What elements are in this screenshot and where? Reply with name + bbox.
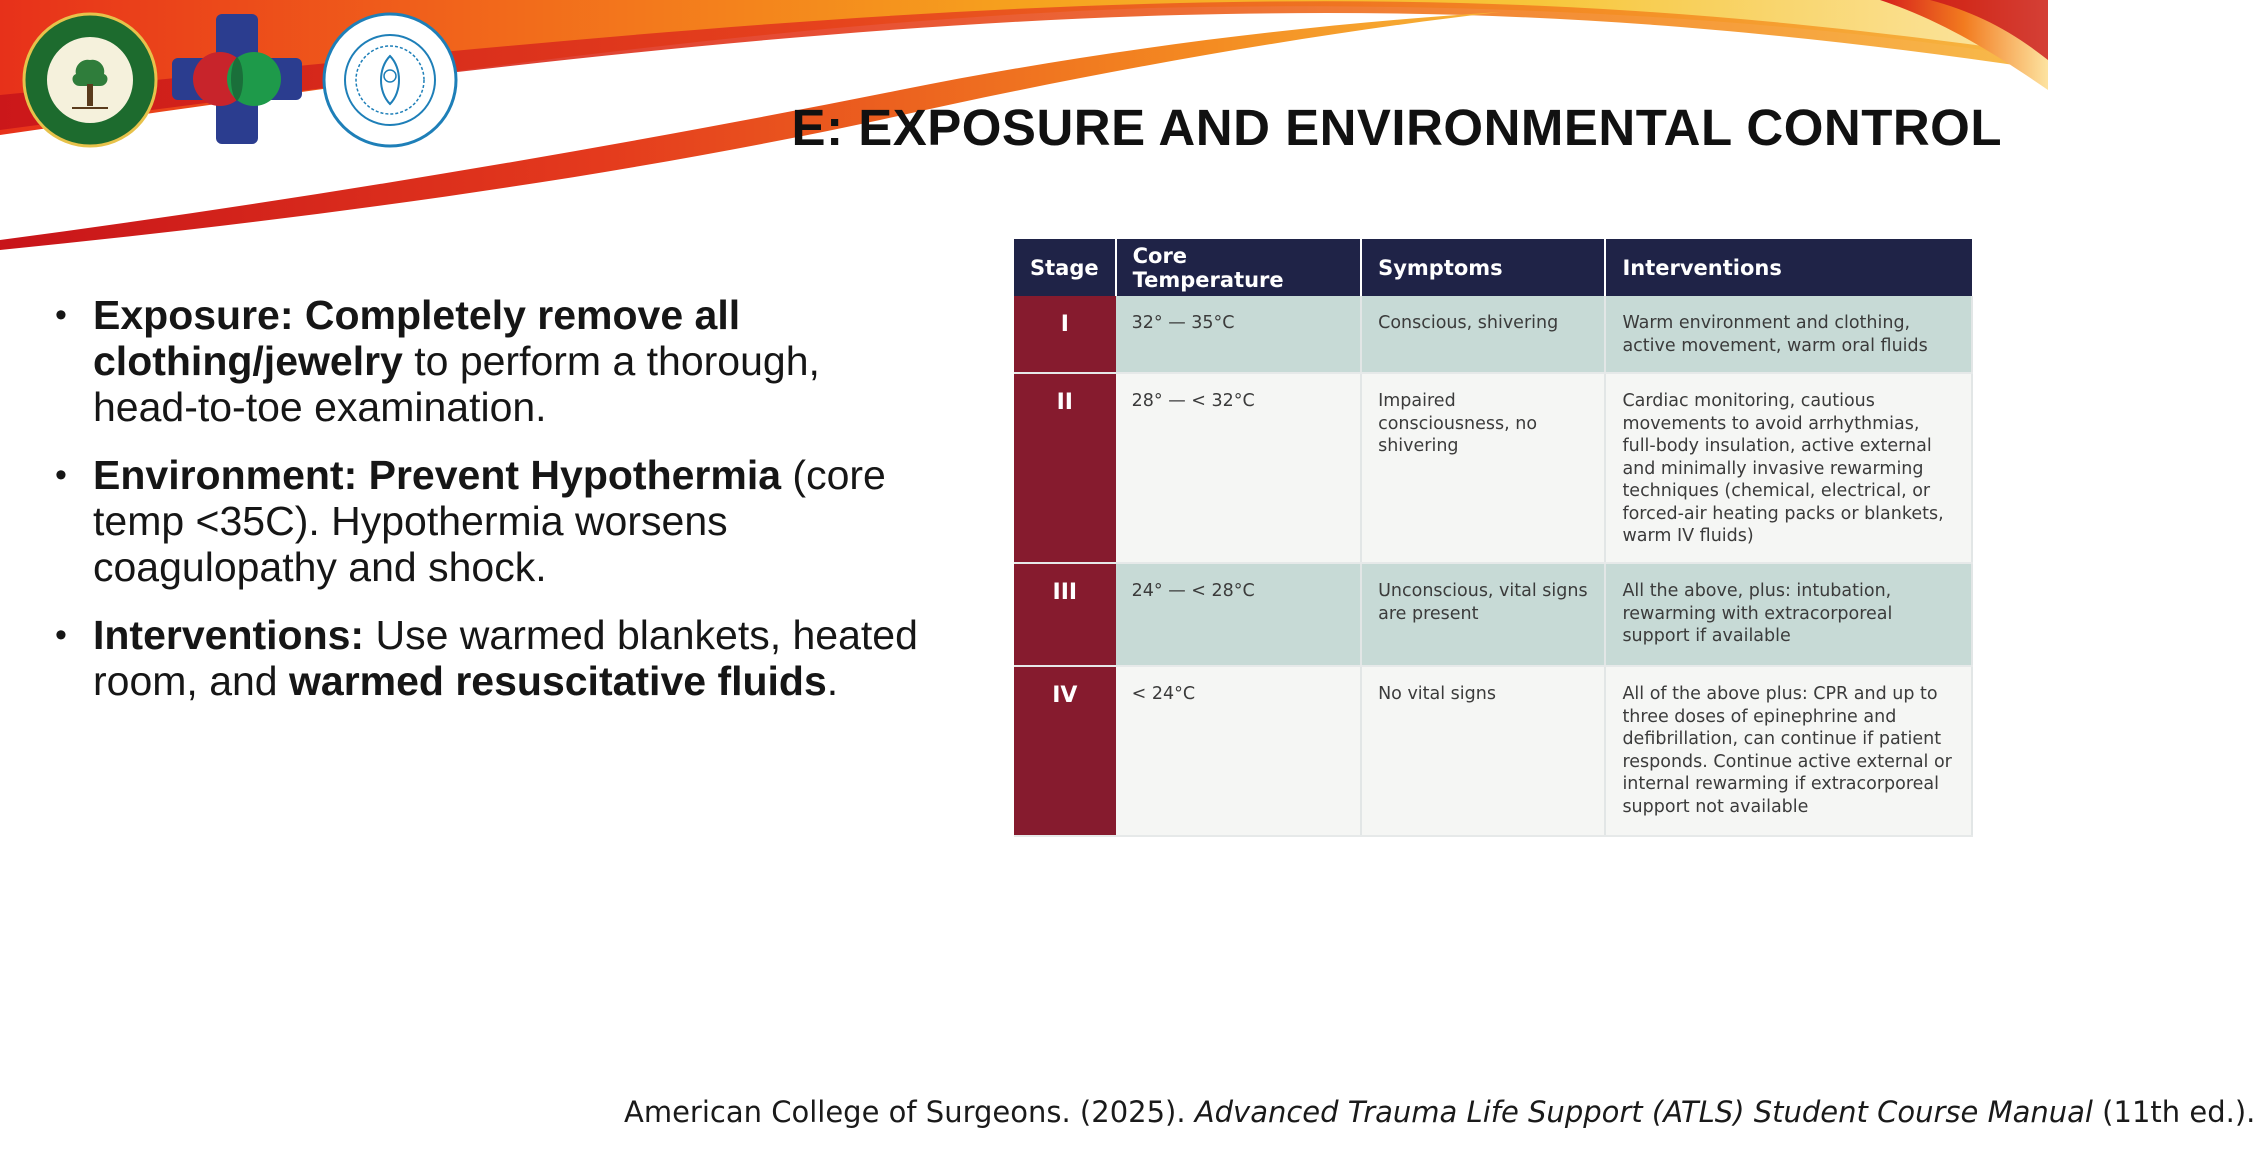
interventions-cell: Cardiac monitoring, cautious movements to avoid arrhythmias, full-body insulation, active external and minimally invasive rewarming techniques (chemical, electrical, or forced-air heating packs or blankets, warm IV fluids) <box>1605 373 1972 563</box>
table-row <box>1014 373 1972 563</box>
interventions-cell: Warm environment and clothing, active movement, warm oral fluids <box>1605 296 1972 373</box>
temperature-cell: 28° — < 32°C <box>1116 373 1361 563</box>
stage-cell: IV <box>1014 666 1116 836</box>
ortopaedi-traumatologi-logo <box>20 10 160 150</box>
table-row <box>1014 666 1972 836</box>
interventions-cell: All the above, plus: intubation, rewarming with extracorporeal support if available <box>1605 563 1972 666</box>
hypothermia-stage-table <box>1014 239 1973 838</box>
table-header-row <box>1014 239 1972 296</box>
header-core-temperature: Core Temperature <box>1116 239 1361 296</box>
symptoms-cell: Impaired consciousness, no shivering <box>1361 373 1605 563</box>
bullet-interventions: • Interventions: Use warmed blankets, heated room, and warmed resuscitative fluids. <box>55 612 935 704</box>
temperature-cell: 32° — 35°C <box>1116 296 1361 373</box>
bullet-exposure: • Exposure: Completely remove all clothing/jewelry to perform a thorough, head-to-toe examination. <box>55 292 935 430</box>
slide-title: E: EXPOSURE AND ENVIRONMENTAL CONTROL <box>791 99 2002 156</box>
stage-cell: III <box>1014 563 1116 666</box>
cross-emblem-logo <box>170 12 304 146</box>
table-row <box>1014 296 1972 373</box>
stage-cell: I <box>1014 296 1116 373</box>
header-stage: Stage <box>1014 239 1116 296</box>
symptoms-cell: Unconscious, vital signs are present <box>1361 563 1605 666</box>
uns-university-logo <box>322 12 458 148</box>
header-interventions: Interventions <box>1605 239 1972 296</box>
table-row <box>1014 563 1972 666</box>
bullet-environment: • Environment: Prevent Hypothermia (core temp <35C). Hypothermia worsens coagulopathy and shock. <box>55 452 935 590</box>
stage-cell: II <box>1014 373 1116 563</box>
symptoms-cell: Conscious, shivering <box>1361 296 1605 373</box>
header-symptoms: Symptoms <box>1361 239 1605 296</box>
interventions-cell: All of the above plus: CPR and up to three doses of epinephrine and defibrillation, can continue if patient responds. Continue active external or internal rewarming if extracorporeal support not available <box>1605 666 1972 836</box>
bullet-list <box>55 292 935 726</box>
citation: American College of Surgeons. (2025). Advanced Trauma Life Support (ATLS) Student Course Manual (11th ed.). <box>624 1095 2255 1129</box>
temperature-cell: < 24°C <box>1116 666 1361 836</box>
symptoms-cell: No vital signs <box>1361 666 1605 836</box>
temperature-cell: 24° — < 28°C <box>1116 563 1361 666</box>
